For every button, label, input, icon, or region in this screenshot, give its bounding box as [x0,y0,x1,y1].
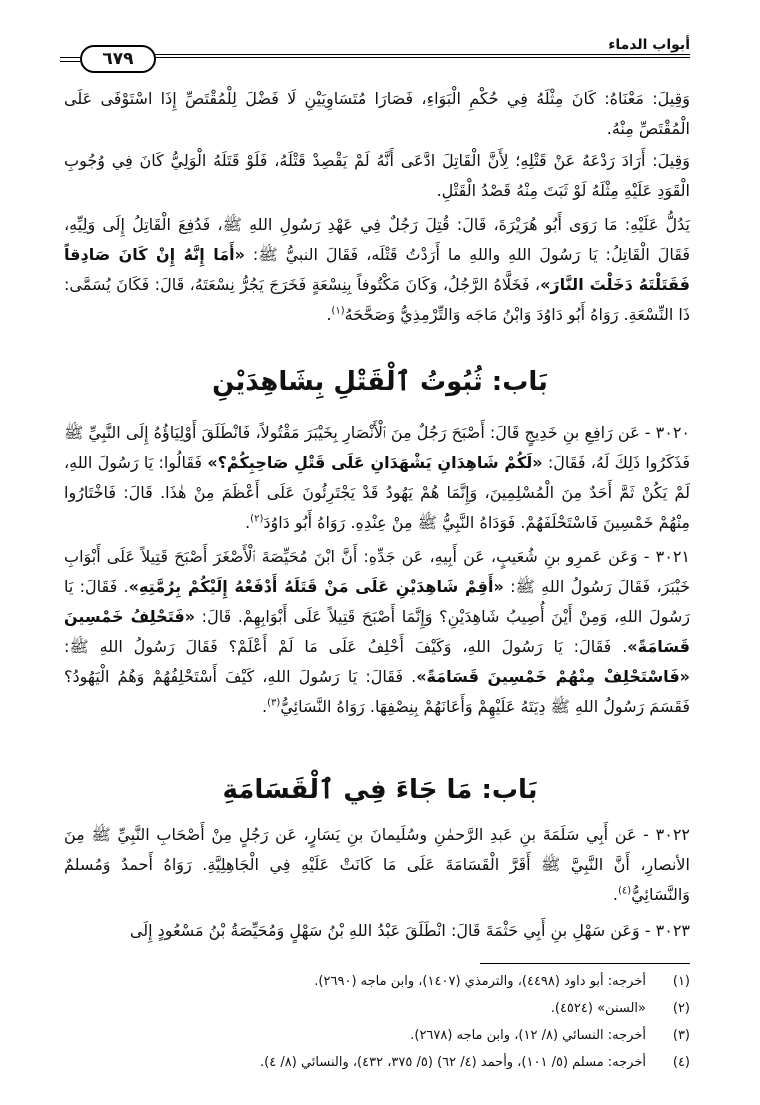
header-rule [155,54,690,58]
footnote-ref: (٣) [267,697,281,709]
paragraph-text: ٣٠٢١ - وَعَن عَمرِو بنِ شُعَيبٍ، عَن أَبِيهِ، عَن جَدِّهِ: أَنَّ ابْنَ مُحَيِّصَةَ ٱلْأَصْغَرَ أَصْبَحَ قَتِيلاً عَلَى أَبْوَابِ خَيْبَرَ، فَقَالَ رَسُولُ اللهِ ﷺ: [64,547,691,596]
hadith-quote: «لَكُمْ شَاهِدَانِ يَشْهَدَانِ عَلَى قَتْلِ صَاحِبِكُمْ؟» [207,453,543,472]
hadith-3020: ٣٠٢٠ - عَن رَافِعِ بنِ خَدِيجٍ قَالَ: أَصْبَحَ رَجُلٌ مِنَ ٱلْأَنْصَارِ بِخَيْبَرَ مَقْتُولاً، فَانْطَلَقَ أَوْلِيَاؤُهُ إِلَى النَّبِيِّ ﷺ فَذَكَرُوا ذَلِكَ لَهُ، فَقَالَ: «لَكُمْ شَاهِدَانِ يَشْهَدَانِ عَلَى قَتْلِ صَاحِبِكُمْ؟» فَقَالُوا: يَا رَسُولَ اللهِ، لَمْ يَكُنْ ثَمَّ أَحَدٌ مِنَ الْمُسْلِمِينَ، وَإِنَّمَا هُمْ يَهُودُ قَدْ يَجْتَرِئُونَ عَلَى أَعْظَمَ مِنْ هٰذَا. قَالَ: فَاخْتَارُوا مِنْهُمْ خَمْسِينَ فَاسْتَحْلَفَهُمْ. فَوَدَاهُ النَّبِيُّ ﷺ مِنْ عِنْدِهِ. رَوَاهُ أَبُو دَاوُدَ$^{(٢)}$. [64,423,690,532]
commentary-paragraph-2: وَقِيلَ: أَرَادَ رَدْعَهُ عَنْ قَتْلِهِ؛ لِأَنَّ الْقَاتِلَ ادَّعَى أَنَّهُ لَمْ يَقْصِدْ قَتْلَهُ، فَلَوْ قَتَلَهُ الْوَلِيُّ كَانَ فِي وُجُوبِ الْقَوَدِ عَلَيْهِ مِثْلَهُ لَوْ ثَبَتَ مِنْهُ قَصْدُ الْقَتْلِ. [64,151,690,200]
paragraph-text: . فَقَالَ: يَا رَسُولَ اللهِ، وَكَيْفَ أَحْلِفُ عَلَى مَا لَمْ أَعْلَمْ؟ فَقَالَ رَسُولُ اللهِ ﷺ: [64,637,628,656]
footnote-number: (١) [672,974,690,989]
paragraph-text: . فَقَالَ: يَا رَسُولَ اللهِ، كَيْفَ أَسْتَحْلِفُهُمْ وَهُمُ الْيَهُودُ؟ فَقَسَمَ رَسُولُ اللهِ ﷺ دِيَتَهُ عَلَيْهِمْ وَأَعَانَهُمْ بِنِصْفِهَا. رَوَاهُ النَّسَائِيُّ [64,667,690,716]
paragraph-text: فَقَالُوا: يَا رَسُولَ اللهِ، لَمْ يَكُنْ ثَمَّ أَحَدٌ مِنَ الْمُسْلِمِينَ، وَإِنَّمَا هُمْ يَهُودُ قَدْ يَجْتَرِئُونَ عَلَى أَعْظَمَ مِنْ هٰذَا. قَالَ: فَاخْتَارُوا مِنْهُمْ خَمْسِينَ فَاسْتَحْلَفَهُمْ. فَوَدَاهُ النَّبِيُّ ﷺ مِنْ عِنْدِهِ. رَوَاهُ أَبُو دَاوُدَ [64,453,690,532]
footnote-ref: (٤) [618,885,632,897]
commentary-paragraph-3: يَدُلُّ عَلَيْهِ: مَا رَوَى أَبُو هُرَيْرَةَ، قَالَ: قُتِلَ رَجُلٌ فِي عَهْدِ رَسُولِ اللهِ ﷺ، فَدُفِعَ الْقَاتِلُ إِلَى وَلِيِّهِ، فَقَالَ الْقَاتِلُ: يَا رَسُولَ اللهِ واللهِ ما أَرَدْتُ قَتْلَه، فَقَالَ النبيُّ ﷺ: «أَمَا إِنَّهُ إِنْ كَانَ صَادِقاً فَقَتَلْتَهُ دَخَلْتَ النَّارَ»، فَخَلَّاهُ الرَّجُلُ، وَكَانَ مَكْتُوفاً بِنِسْعَةٍ فَخَرَجَ يَجُرُّ نِسْعَتَهُ، قَالَ: فَكَانَ يُسَمَّى: ذَا النِّسْعَةِ. رَوَاهُ أَبُو دَاوُدَ وَابْنُ مَاجَه وَالتِّرْمِذِيُّ وَصَحَّحَهُ$^{(١)}$. [64,215,691,324]
footnote-number: (٢) [672,1001,690,1016]
hadith-3023: ٣٠٢٣ - وَعَن سَهْلِ بنِ أَبِي حَثْمَةَ قَالَ: انْطَلَقَ عَبْدُ اللهِ بْنُ سَهْلٍ وَمُحَيِّصَةُ بْنُ مَسْعُودٍ إِلَى [129,921,690,940]
hadith-3022: ٣٠٢٢ - عَن أَبِي سَلَمَةَ بنِ عَبدِ الرَّحمٰنِ وسُلَيمانَ بنِ يَسَارٍ، عَن رَجُلٍ مِنْ أَصْحَابِ النَّبِيِّ ﷺ مِنَ الأنصارِ، أَنَّ النَّبِيَّ ﷺ أَقَرَّ الْقَسَامَةَ عَلَى مَا كَانَتْ عَلَيْهِ فِي الْجَاهِلِيَّةِ. رَوَاهُ أَحمدُ وَمُسلمٌ وَالنَّسَائِيُّ$^{(٤)}$. [64,825,690,904]
chapter-heading: بَاب: مَا جَاءَ فِي ٱلْقَسَامَةِ [222,775,538,805]
paragraph-text: . فَقَالَ: يَا رَسُولَ اللهِ، وَمِنْ أَيْنَ أُصِيبُ شَاهِدَيْنِ؟ وَإِنَّمَا أَصْبَحَ قَتِيلاً عَلَى أَبْوَابِهِمْ. قَالَ: [64,577,690,626]
paragraph-text: ، فَخَلَّاهُ الرَّجُلُ، وَكَانَ مَكْتُوفاً بِنِسْعَةٍ فَخَرَجَ يَجُرُّ نِسْعَتَهُ، قَالَ: فَكَانَ يُسَمَّى: ذَا النِّسْعَةِ. رَوَاهُ أَبُو دَاوُدَ وَابْنُ مَاجَه وَالتِّرْمِذِيُّ وَصَحَّحَهُ [64,275,690,324]
footnote [64,1049,690,1076]
paragraph-text: ٣٠٢٠ - عَن رَافِعِ بنِ خَدِيجٍ قَالَ: أَصْبَحَ رَجُلٌ مِنَ ٱلْأَنْصَارِ بِخَيْبَرَ مَقْتُولاً، فَانْطَلَقَ أَوْلِيَاؤُهُ إِلَى النَّبِيِّ ﷺ فَذَكَرُوا ذَلِكَ لَهُ، فَقَالَ: [64,423,690,472]
chapter-heading: بَاب: ثُبُوتُ ٱلْقَتْلِ بِشَاهِدَيْنِ [212,367,548,397]
hadith-3021: ٣٠٢١ - وَعَن عَمرِو بنِ شُعَيبٍ، عَن أَبِيهِ، عَن جَدِّهِ: أَنَّ ابْنَ مُحَيِّصَةَ ٱلْأَصْغَرَ أَصْبَحَ قَتِيلاً عَلَى أَبْوَابِ خَيْبَرَ، فَقَالَ رَسُولُ اللهِ ﷺ: «أَقِمْ شَاهِدَيْنِ عَلَى مَنْ قَتَلَهُ أَدْفَعْهُ إِلَيْكُمْ بِرُمَّتِهِ». فَقَالَ: يَا رَسُولَ اللهِ، وَمِنْ أَيْنَ أُصِيبُ شَاهِدَيْنِ؟ وَإِنَّمَا أَصْبَحَ قَتِيلاً عَلَى أَبْوَابِهِمْ. قَالَ: «فَتَحْلِفُ خَمْسِينَ قَسَامَةً». فَقَالَ: يَا رَسُولَ اللهِ، وَكَيْفَ أَحْلِفُ عَلَى مَا لَمْ أَعْلَمْ؟ فَقَالَ رَسُولُ اللهِ ﷺ: «فَاسْتَحْلِفْ مِنْهُمْ خَمْسِينَ قَسَامَةً». فَقَالَ: يَا رَسُولَ اللهِ، كَيْفَ أَسْتَحْلِفُهُمْ وَهُمُ الْيَهُودُ؟ فَقَسَمَ رَسُولُ اللهِ ﷺ دِيَتَهُ عَلَيْهِمْ وَأَعَانَهُمْ بِنِصْفِهَا. رَوَاهُ النَّسَائِيُّ$^{(٣)}$. [64,547,691,716]
hadith-quote: «أَمَا إِنَّهُ إِنْ كَانَ صَادِقاً فَقَتَلْتَهُ دَخَلْتَ النَّارَ» [64,245,691,294]
footnote-number: (٤) [672,1055,690,1070]
footnote [64,1022,690,1049]
hadith-quote: «فَاسْتَحْلِفْ مِنْهُمْ خَمْسِينَ قَسَامَةً» [416,667,691,686]
footnotes-list [64,968,690,1076]
footnote-text: أخرجه: النسائي (٨/ ١٢)، وابن ماجه (٢٦٧٨). [410,1028,646,1043]
footnote-text: «السنن» (٤٥٢٤). [550,1001,646,1016]
footnote-divider [480,963,690,964]
footnote [64,995,690,1022]
footnote-number: (٣) [672,1028,690,1043]
running-title: أبواب الدماء [608,37,690,53]
paragraph-text: يَدُلُّ عَلَيْهِ: مَا رَوَى أَبُو هُرَيْرَةَ، قَالَ: قُتِلَ رَجُلٌ فِي عَهْدِ رَسُولِ اللهِ ﷺ، فَدُفِعَ الْقَاتِلُ إِلَى وَلِيِّهِ، فَقَالَ الْقَاتِلُ: يَا رَسُولَ اللهِ واللهِ ما أَرَدْتُ قَتْلَه، فَقَالَ النبيُّ ﷺ: [64,215,690,264]
paragraph-text: ٣٠٢٢ - عَن أَبِي سَلَمَةَ بنِ عَبدِ الرَّحمٰنِ وسُلَيمانَ بنِ يَسَارٍ، عَن رَجُلٍ مِنْ أَصْحَابِ النَّبِيِّ ﷺ مِنَ الأنصارِ، أَنَّ النَّبِيَّ ﷺ أَقَرَّ الْقَسَامَةَ عَلَى مَا كَانَتْ عَلَيْهِ فِي الْجَاهِلِيَّةِ. رَوَاهُ أَحمدُ وَمُسلمٌ وَالنَّسَائِيُّ [64,825,690,904]
footnote-text: أخرجه: مسلم (٥/ ١٠١)، وأحمد (٤/ ٦٢) (٥/ ٣٧٥، ٤٣٢)، والنسائي (٨/ ٤). [260,1055,646,1070]
header-ornament-bars [60,57,80,65]
hadith-quote: «فَتَحْلِفُ خَمْسِينَ قَسَامَةً» [64,607,690,656]
hadith-quote: «أَقِمْ شَاهِدَيْنِ عَلَى مَنْ قَتَلَهُ أَدْفَعْهُ إِلَيْكُمْ بِرُمَّتِهِ» [128,577,504,596]
footnote-ref: (١) [331,305,345,317]
footnote-ref: (٢) [250,513,264,525]
commentary-paragraph-1: وَقِيلَ: مَعْنَاهُ: كَانَ مِثْلَهُ فِي حُكْمِ الْبَوَاءِ، فَصَارَا مُتَسَاوِيَيْنِ لَا فَضْلَ لِلْمُقْتَصِّ إِذَا اسْتَوْفَى عَلَى الْمُقْتَصِّ مِنْهُ. [64,89,690,138]
footnote-text: أخرجه: أبو داود (٤٤٩٨)، والترمذي (١٤٠٧)، وابن ماجه (٢٦٩٠). [314,974,646,989]
page-number: ٦٧٩ [80,45,156,73]
footnote [64,968,690,995]
